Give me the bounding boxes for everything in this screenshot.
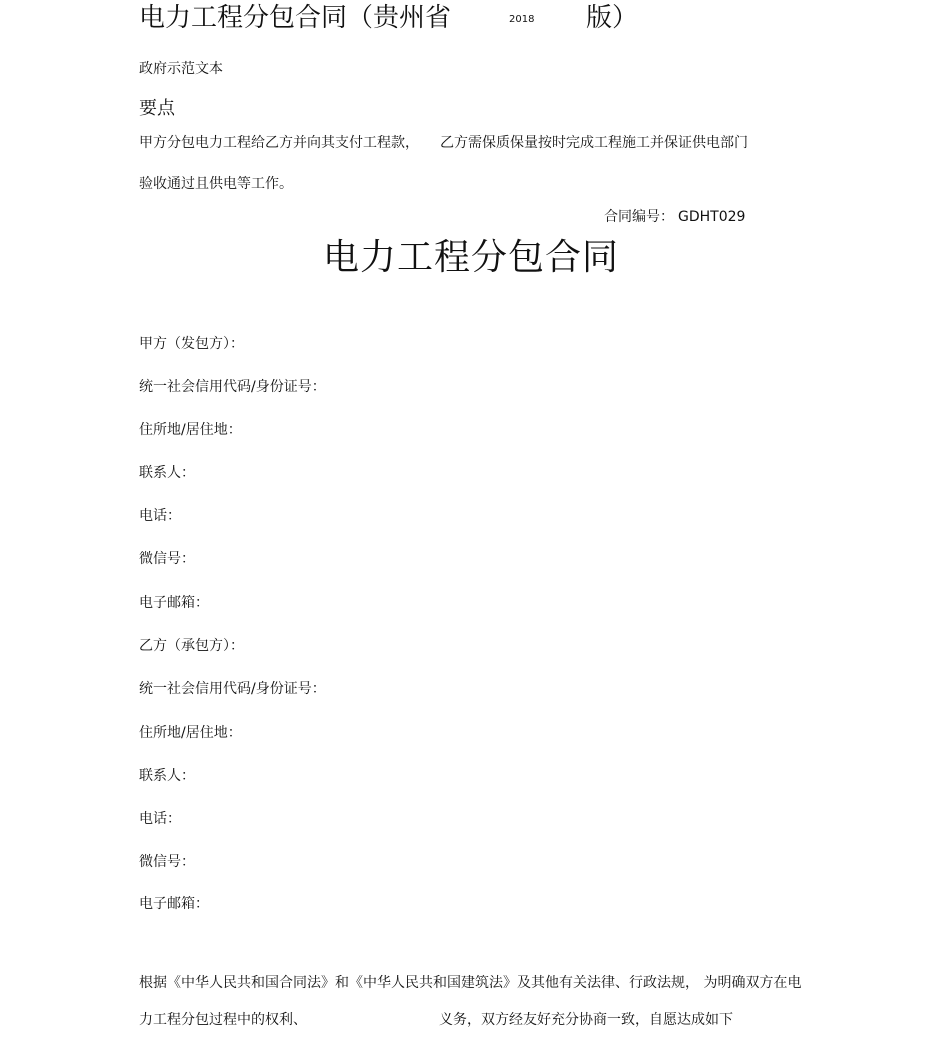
preamble-line-2b: 义务，双方经友好充分协商一致，自愿达成如下: [439, 1012, 733, 1028]
party-a-contact: 联系人：: [139, 465, 195, 481]
points-heading: 要点: [139, 98, 175, 119]
party-b-heading: 乙方（承包方）：: [139, 638, 244, 654]
contract-main-title: 电力工程分包合同: [322, 237, 619, 278]
party-b-contact: 联系人：: [139, 768, 195, 784]
contract-number: [604, 208, 745, 226]
contract-number-label: 合同编号：: [604, 209, 674, 225]
party-b-address: 住所地/居住地：: [139, 725, 242, 741]
party-b-credit-code: 统一社会信用代码/身份证号：: [139, 681, 326, 697]
preamble-line-1: 根据《中华人民共和国合同法》和《中华人民共和国建筑法》及其他有关法律、行政法规， 为明确双方在电: [139, 975, 802, 991]
party-a-phone: 电话：: [139, 508, 181, 524]
party-b-email: 电子邮箱：: [139, 896, 209, 912]
summary-line-2: 验收通过且供电等工作。: [139, 176, 293, 192]
preamble-line-2a: 力工程分包过程中的权利、: [139, 1012, 307, 1028]
summary-line-1b: 乙方需保质保量按时完成工程施工并保证供电部门: [440, 135, 748, 151]
party-a-email: 电子邮箱：: [139, 595, 209, 611]
document-subtitle: 政府示范文本: [139, 61, 223, 77]
party-b-phone: 电话：: [139, 811, 181, 827]
party-b-wechat: 微信号：: [139, 854, 195, 870]
document-title-year: 2018: [509, 14, 535, 25]
party-a-address: 住所地/居住地：: [139, 422, 242, 438]
summary-line-1a: 甲方分包电力工程给乙方并向其支付工程款，: [139, 135, 419, 151]
party-a-wechat: 微信号：: [139, 551, 195, 567]
document-title: 电力工程分包合同（贵州省: [139, 3, 452, 33]
party-a-heading: 甲方（发包方）：: [139, 336, 244, 352]
party-a-credit-code: 统一社会信用代码/身份证号：: [139, 379, 326, 395]
contract-number-value: GDHT029: [678, 209, 746, 225]
document-title-suffix: 版）: [586, 3, 639, 33]
